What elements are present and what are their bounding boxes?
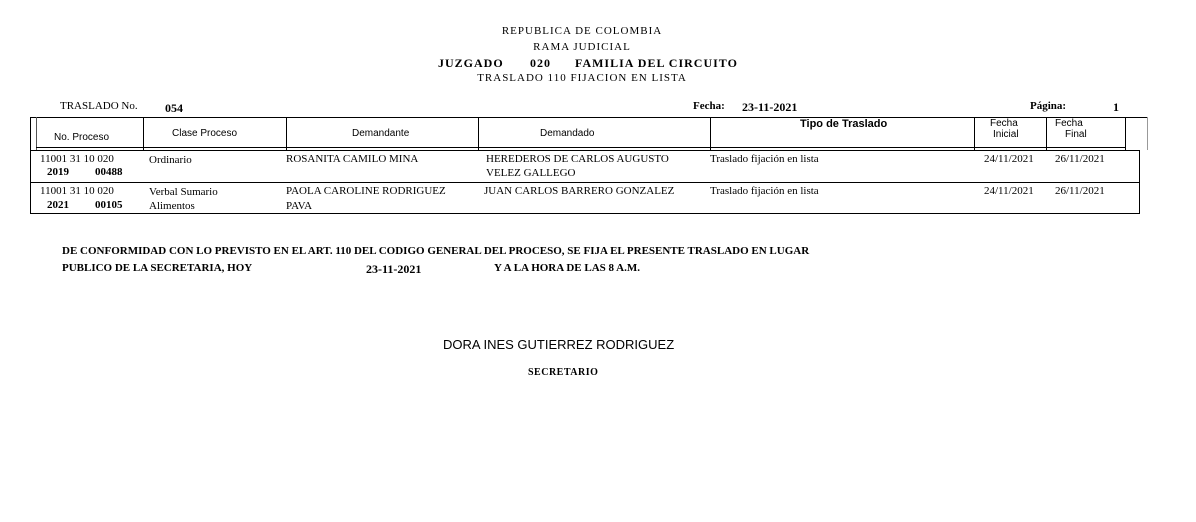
header-country: REPUBLICA DE COLOMBIA <box>501 25 663 37</box>
row-fecha-inicial: 24/11/2021 <box>984 153 1034 165</box>
row-proceso: 11001 31 10 020 <box>40 153 114 165</box>
fecha-label: Fecha: <box>693 100 725 112</box>
col-fecha-inicial-2: Inicial <box>993 129 1019 140</box>
row-demandante: PAOLA CAROLINE RODRIGUEZ <box>286 185 446 197</box>
traslado-label: TRASLADO No. <box>60 100 138 112</box>
row-demandado: JUAN CARLOS BARRERO GONZALEZ <box>484 185 675 197</box>
row-radicado: 00105 <box>95 199 123 211</box>
header-court-name: FAMILIA DEL CIRCUITO <box>575 56 738 70</box>
row-year: 2019 <box>47 166 69 178</box>
notice-line-2-end: Y A LA HORA DE LAS 8 A.M. <box>494 262 640 274</box>
header-court-label: JUZGADO <box>438 56 504 70</box>
col-demandante: Demandante <box>352 128 410 139</box>
row-proceso: 11001 31 10 020 <box>40 185 114 197</box>
notice-date: 23-11-2021 <box>366 262 422 276</box>
col-tipo-traslado: Tipo de Traslado <box>800 118 888 130</box>
row-radicado: 00488 <box>95 166 123 178</box>
signature-name: DORA INES GUTIERREZ RODRIGUEZ <box>443 337 675 352</box>
header-subtitle: TRASLADO 110 FIJACION EN LISTA <box>477 72 687 84</box>
col-clase-proceso: Clase Proceso <box>172 128 238 139</box>
col-no-proceso: No. Proceso <box>54 132 110 143</box>
row-clase: Ordinario <box>149 154 192 166</box>
header-branch: RAMA JUDICIAL <box>533 41 631 53</box>
row-demandante-2: PAVA <box>286 200 313 212</box>
row-fecha-inicial: 24/11/2021 <box>984 185 1034 197</box>
col-fecha-final-1: Fecha <box>1055 118 1083 129</box>
row-fecha-final: 26/11/2021 <box>1055 185 1105 197</box>
notice-line-1: DE CONFORMIDAD CON LO PREVISTO EN EL ART. 110 DEL CODIGO GENERAL DEL PROCESO, SE FIJA EL PRESENTE TRASLADO EN LUGAR <box>62 245 810 257</box>
col-fecha-final-2: Final <box>1065 129 1087 140</box>
col-demandado: Demandado <box>540 128 595 139</box>
pagina-value: 1 <box>1113 100 1119 114</box>
row-demandado-2: VELEZ GALLEGO <box>486 167 576 179</box>
row-tipo: Traslado fijación en lista <box>710 185 819 197</box>
row-clase: Verbal Sumario <box>149 186 218 198</box>
row-tipo: Traslado fijación en lista <box>710 153 819 165</box>
col-fecha-inicial-1: Fecha <box>990 118 1018 129</box>
notice-line-2: PUBLICO DE LA SECRETARIA, HOY <box>62 262 253 274</box>
row-demandado: HEREDEROS DE CARLOS AUGUSTO <box>486 153 669 165</box>
traslado-number: 054 <box>165 101 183 115</box>
pagina-label: Página: <box>1030 100 1067 112</box>
row-demandante: ROSANITA CAMILO MINA <box>286 153 419 165</box>
row-clase-2: Alimentos <box>149 200 195 212</box>
fecha-value: 23-11-2021 <box>742 100 798 114</box>
header-court-number: 020 <box>530 56 551 70</box>
signature-title: SECRETARIO <box>528 367 599 378</box>
row-year: 2021 <box>47 199 69 211</box>
row-fecha-final: 26/11/2021 <box>1055 153 1105 165</box>
